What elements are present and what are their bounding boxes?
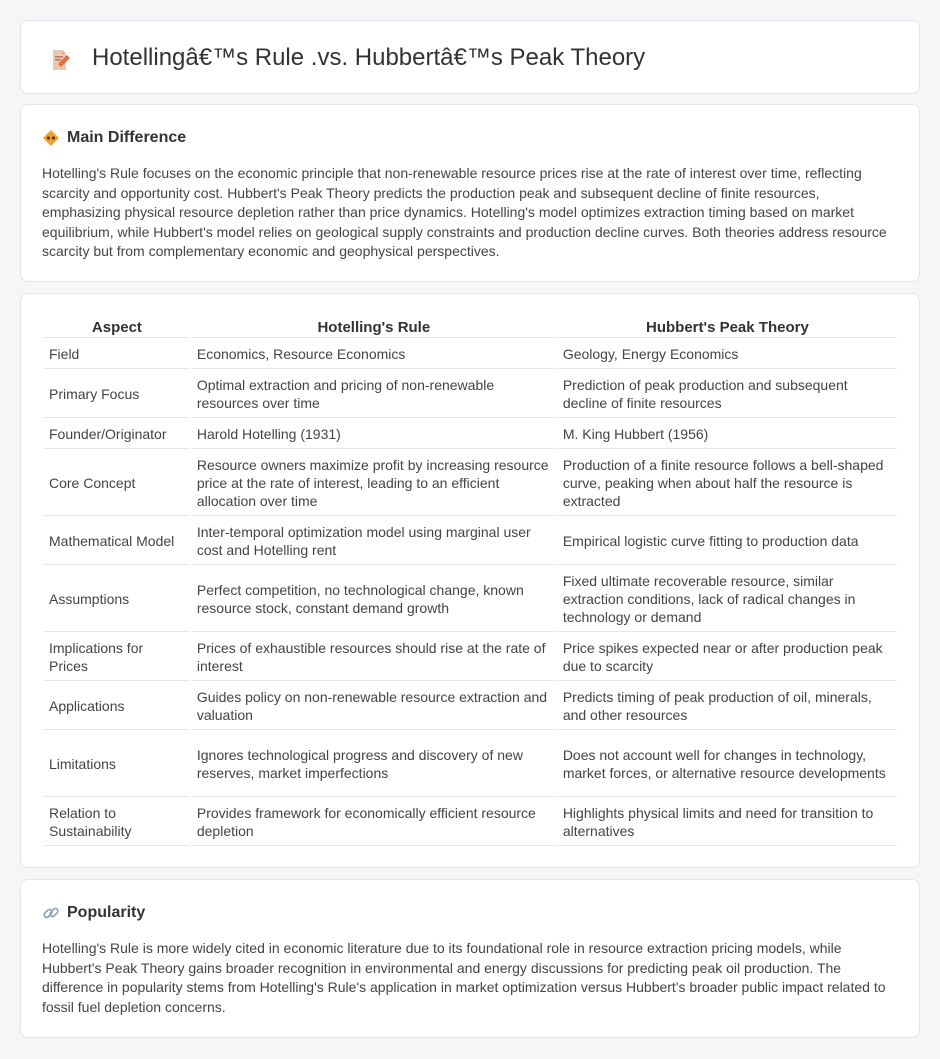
hotelling-cell: Perfect competition, no technological change, known resource stock, constant demand growth [192,567,556,632]
main-difference-card [20,104,920,282]
comparison-card [20,293,920,868]
popularity-header [42,902,145,924]
hotelling-cell: Economics, Resource Economics [192,340,556,369]
title-card [20,20,920,94]
hubbert-cell: Highlights physical limits and need for transition to alternatives [558,799,897,846]
hubbert-cell: Empirical logistic curve fitting to production data [558,518,897,565]
aspect-cell: Applications [44,683,190,730]
hubbert-cell: M. King Hubbert (1956) [558,420,897,449]
hubbert-cell: Fixed ultimate recoverable resource, similar extraction conditions, lack of radical changes in technology or demand [558,567,897,632]
aspect-cell: Core Concept [44,451,190,516]
popularity-card [20,879,920,1038]
hubbert-cell: Production of a finite resource follows a bell-shaped curve, peaking when about half the resource is extracted [558,451,897,516]
table-row [44,371,897,418]
aspect-cell: Field [44,340,190,369]
aspect-cell: Mathematical Model [44,518,190,565]
hotelling-cell: Harold Hotelling (1931) [192,420,556,449]
table-row [44,340,897,369]
hubbert-cell: Geology, Energy Economics [558,340,897,369]
table-row [44,567,897,632]
hotelling-cell: Guides policy on non-renewable resource extraction and valuation [192,683,556,730]
header-aspect: Aspect [44,316,190,338]
hubbert-cell: Prediction of peak production and subsequent decline of finite resources [558,371,897,418]
aspect-cell: Assumptions [44,567,190,632]
aspect-cell: Primary Focus [44,371,190,418]
popularity-title: Popularity [67,904,146,921]
aspect-cell: Founder/Originator [44,420,190,449]
hubbert-cell: Predicts timing of peak production of oil, minerals, and other resources [558,683,897,730]
table-header-row [44,316,897,338]
aspect-cell: Implications for Prices [44,634,190,681]
aspect-cell: Limitations [44,732,190,797]
header-hubbert: Hubbert's Peak Theory [558,316,897,338]
hotelling-cell: Provides framework for economically efficient resource depletion [192,799,556,846]
table-row [44,683,897,730]
header-hotelling: Hotelling's Rule [192,316,556,338]
link-icon [42,904,60,922]
main-difference-text: Hotelling's Rule focuses on the economic principle that non-renewable resource prices rise at the rate of interest over time, reflecting scarcity and opportunity cost. Hubbert's Peak Theory predicts the production peak and subsequent decline of finite resources, emphasizing physical resource depletion rather than price dynamics. Hotelling's model optimizes extraction timing based on market equilibrium, while Hubbert's model relies on geological supply constraints and production decline curves. Both theories address resource scarcity but from complementary economic and geophysical perspectives. [42,165,887,259]
diamond-icon [42,129,60,147]
table-row [44,451,897,516]
hotelling-cell: Prices of exhaustible resources should rise at the rate of interest [192,634,556,681]
table-row [44,732,897,797]
table-row [44,420,897,449]
hotelling-cell: Optimal extraction and pricing of non-renewable resources over time [192,371,556,418]
hubbert-cell: Price spikes expected near or after production peak due to scarcity [558,634,897,681]
edit-document-icon [48,48,72,72]
main-difference-header [42,127,186,149]
table-row [44,799,897,846]
popularity-text: Hotelling's Rule is more widely cited in economic literature due to its foundational role in resource extraction pricing models, while Hubbert's Peak Theory gains broader recognition in environmental and energy discussions for predicting peak oil production. The difference in popularity stems from Hotelling's Rule's application in market optimization versus Hubbert's broader public impact related to fossil fuel depletion concerns. [42,940,886,1015]
hotelling-cell: Ignores technological progress and discovery of new reserves, market imperfections [192,732,556,797]
page-title: Hotellingâ€™s Rule .vs. Hubbertâ€™s Peak Theory [92,44,646,71]
aspect-cell: Relation to Sustainability [44,799,190,846]
hotelling-cell: Inter-temporal optimization model using marginal user cost and Hotelling rent [192,518,556,565]
main-difference-title: Main Difference [67,129,187,146]
comparison-table [42,314,899,848]
hubbert-cell: Does not account well for changes in technology, market forces, or alternative resource developments [558,732,897,797]
hotelling-cell: Resource owners maximize profit by increasing resource price at the rate of interest, leading to an efficient allocation over time [192,451,556,516]
table-row [44,634,897,681]
table-row [44,518,897,565]
